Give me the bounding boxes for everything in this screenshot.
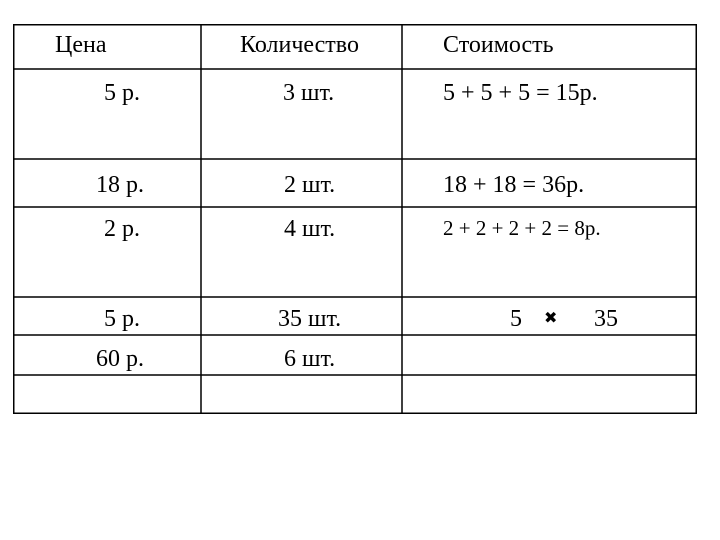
header-price: Цена bbox=[55, 32, 107, 58]
row-3-cost: 2 + 2 + 2 + 2 = 8р. bbox=[443, 216, 601, 240]
row-2-quantity: 2 шт. bbox=[284, 172, 336, 198]
row-2-price: 18 р. bbox=[96, 172, 144, 198]
multiply-icon: ✖ bbox=[544, 308, 558, 327]
row-4-cost-right: 35 bbox=[594, 306, 618, 332]
row-2-cost: 18 + 18 = 36р. bbox=[443, 172, 585, 198]
row-1-cost: 5 + 5 + 5 = 15р. bbox=[443, 80, 598, 106]
row-5-quantity: 6 шт. bbox=[284, 346, 336, 372]
header-quantity: Количество bbox=[240, 32, 359, 58]
row-3-price: 2 р. bbox=[104, 216, 140, 242]
row-4-quantity: 35 шт. bbox=[278, 306, 342, 332]
row-4-price: 5 р. bbox=[104, 306, 140, 332]
row-1-quantity: 3 шт. bbox=[283, 80, 335, 106]
row-3-quantity: 4 шт. bbox=[284, 216, 336, 242]
row-1-price: 5 р. bbox=[104, 80, 140, 106]
header-cost: Стоимость bbox=[443, 32, 554, 58]
row-5-price: 60 р. bbox=[96, 346, 144, 372]
row-4-cost-left: 5 bbox=[510, 306, 522, 332]
